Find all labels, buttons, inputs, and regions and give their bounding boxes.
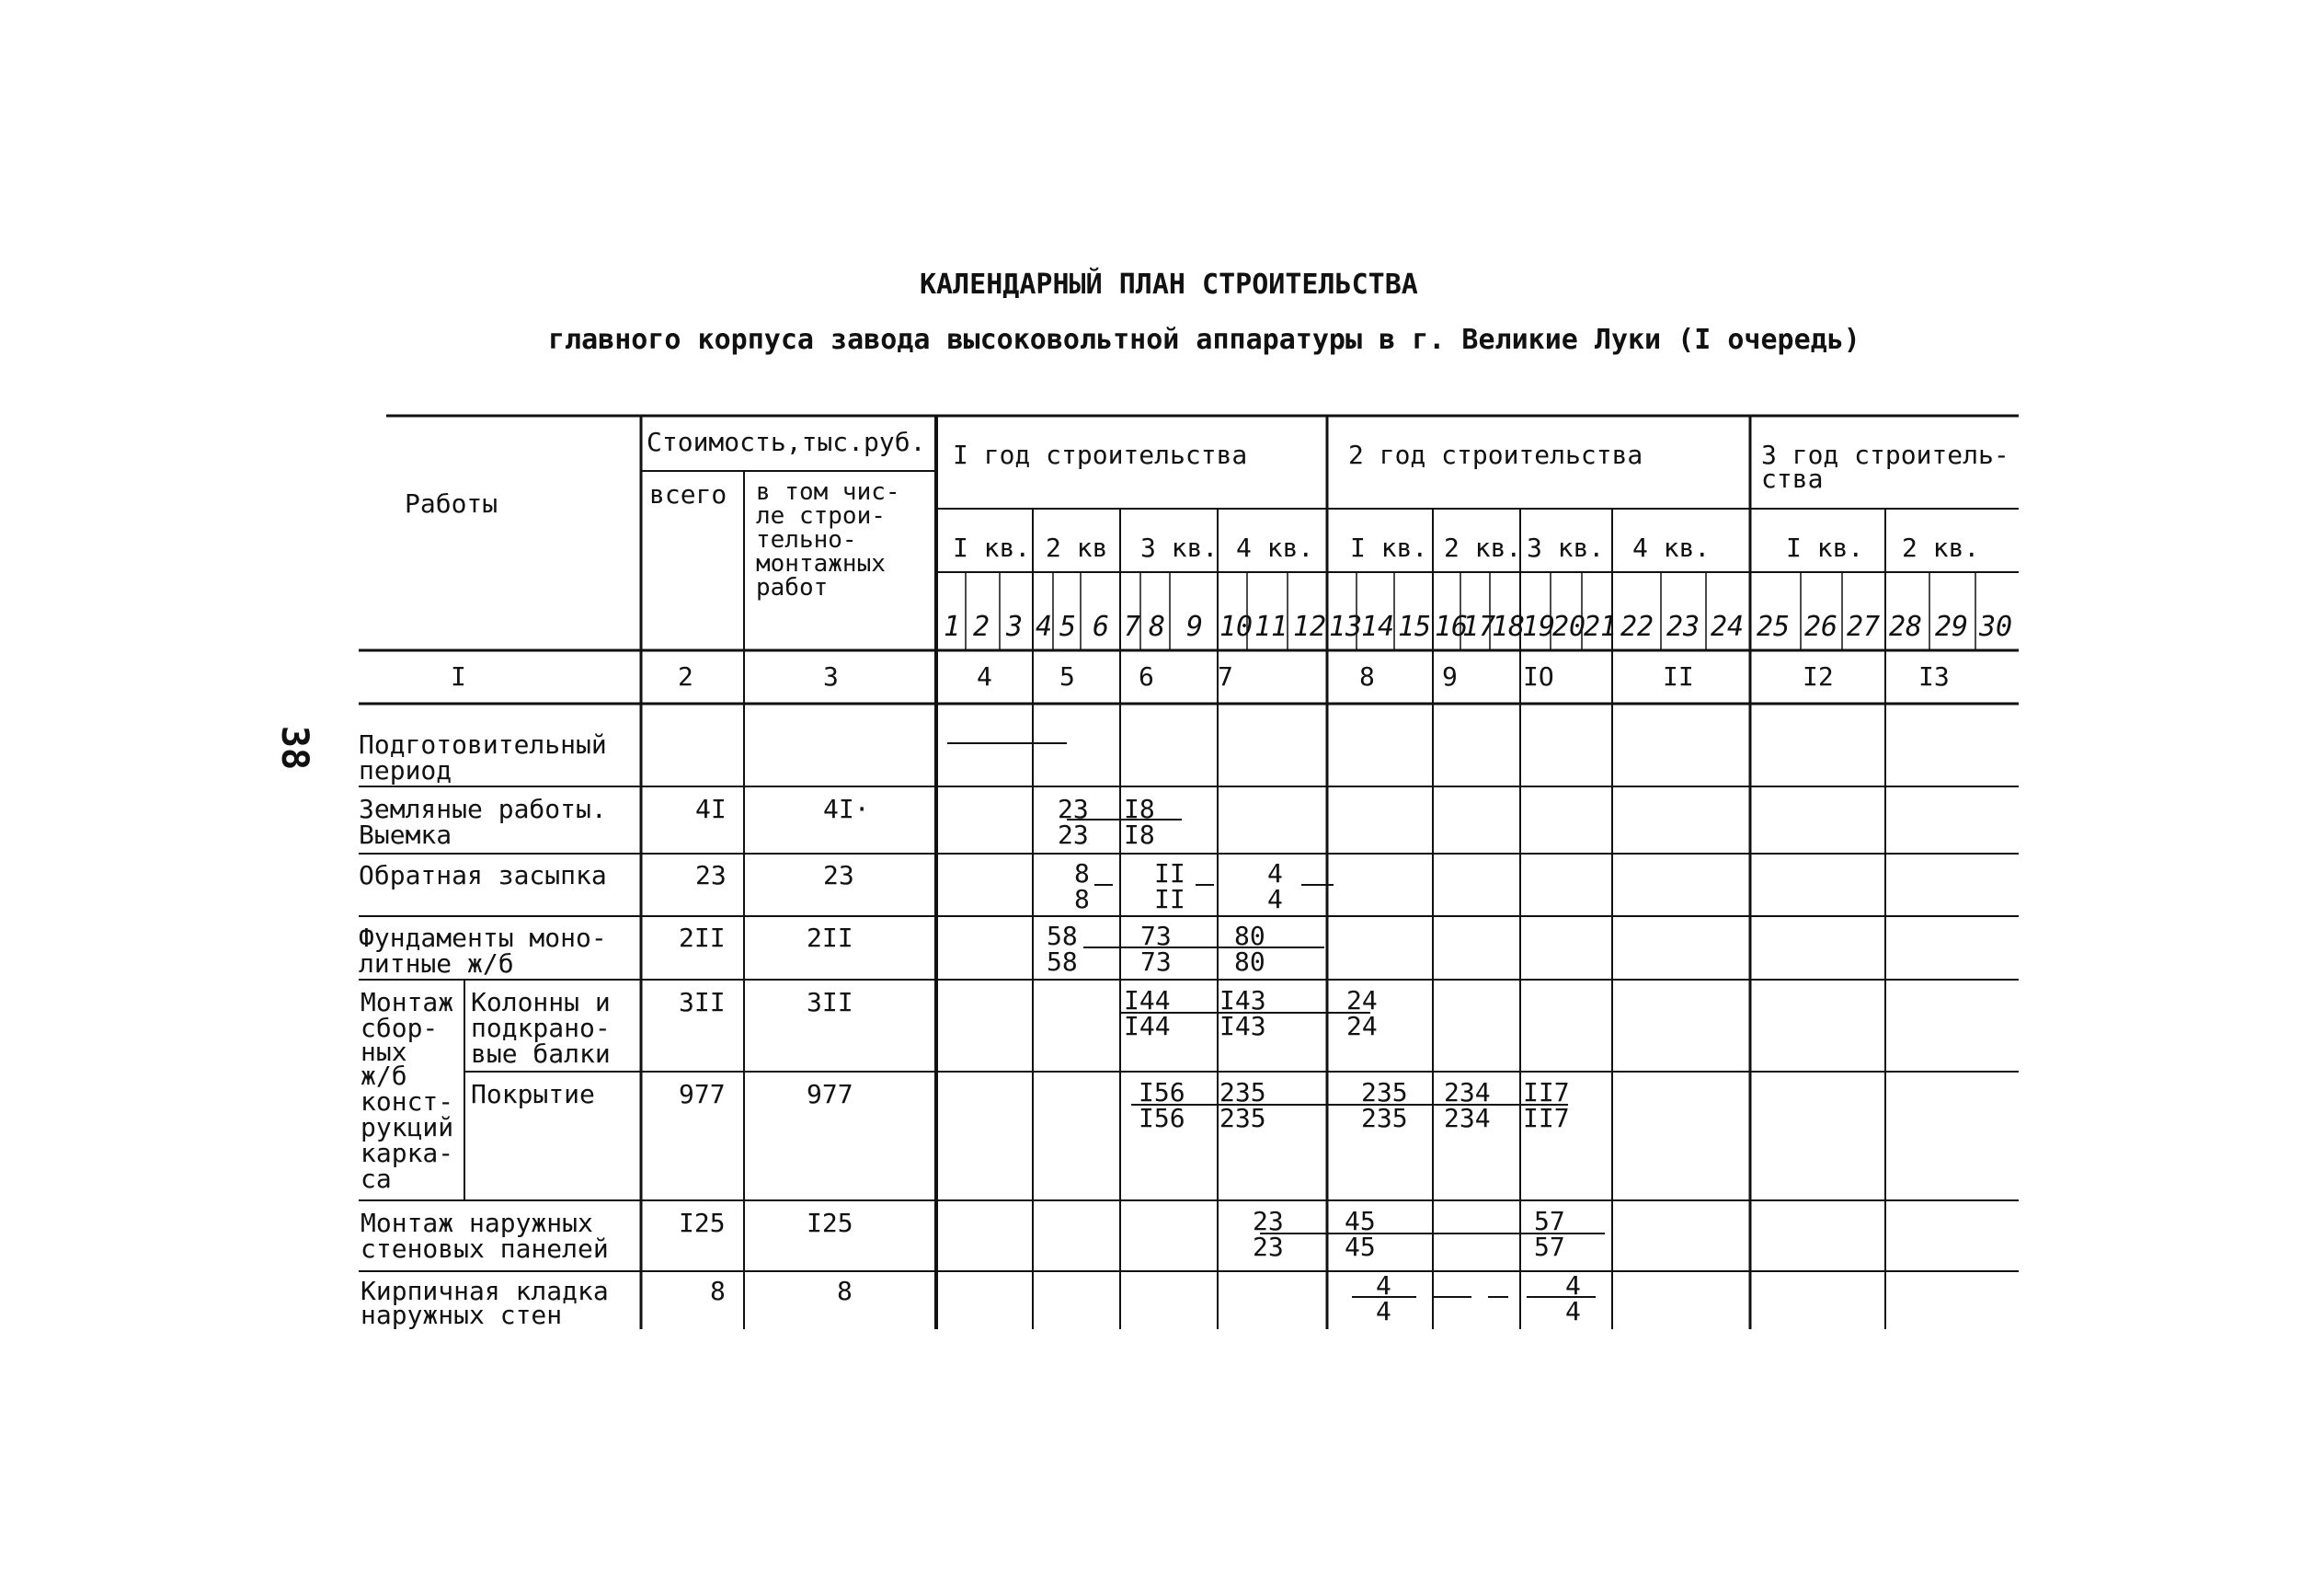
quarter-label: 2 кв. bbox=[1444, 533, 1522, 563]
quarter-label: 4 кв. bbox=[1632, 533, 1711, 563]
row-incl: 3II bbox=[807, 987, 853, 1017]
document-subtitle: главного корпуса завода высоковольтной аппаратуры в г. Великие Луки (I очередь) bbox=[548, 324, 1860, 356]
schedule-value: II II bbox=[1154, 858, 1185, 914]
row-label: подкрано- bbox=[471, 1013, 611, 1043]
month-number: 29 bbox=[1935, 611, 1969, 643]
header-cost: Стоимость,тыс.руб. bbox=[647, 427, 926, 457]
header-total: всего bbox=[649, 479, 727, 510]
row-total: 977 bbox=[679, 1079, 726, 1109]
month-number: 10 bbox=[1219, 611, 1254, 643]
schedule-value: 8 8 bbox=[1074, 858, 1090, 914]
row-incl: 23 bbox=[823, 860, 854, 890]
month-number: 5 bbox=[1059, 611, 1077, 643]
schedule-value: 23 23 bbox=[1253, 1206, 1284, 1262]
month-number: 14 bbox=[1361, 611, 1395, 643]
month-number: 25 bbox=[1757, 611, 1791, 643]
header-incl-line2: ле строи- bbox=[756, 502, 886, 530]
group-label: ных bbox=[361, 1037, 407, 1067]
month-number: 2 bbox=[973, 611, 990, 643]
month-number: 24 bbox=[1711, 611, 1745, 643]
month-number: 1 bbox=[944, 611, 961, 643]
schedule-value: 234 234 bbox=[1444, 1077, 1491, 1133]
month-number: 4 bbox=[1036, 611, 1053, 643]
month-number: 18 bbox=[1492, 611, 1526, 643]
row-incl: 8 bbox=[837, 1276, 853, 1306]
month-number: 3 bbox=[1006, 611, 1024, 643]
schedule-value: I8 I8 bbox=[1124, 794, 1155, 850]
month-number: 6 bbox=[1093, 611, 1110, 643]
quarter-label: I кв. bbox=[1350, 533, 1428, 563]
month-number: 9 bbox=[1186, 611, 1204, 643]
month-number: 15 bbox=[1398, 611, 1432, 643]
row-incl: 2II bbox=[807, 923, 853, 953]
month-number: 27 bbox=[1847, 611, 1881, 643]
row-total: 4I bbox=[695, 794, 727, 824]
month-number: 17 bbox=[1462, 611, 1496, 643]
row-label: наружных стен bbox=[361, 1300, 563, 1330]
schedule-value: 4 4 bbox=[1565, 1270, 1581, 1326]
month-number: 21 bbox=[1584, 611, 1618, 643]
month-number: 8 bbox=[1149, 611, 1166, 643]
schedule-value: I56 I56 bbox=[1139, 1077, 1185, 1133]
header-works: Работы bbox=[405, 488, 498, 519]
month-number: 22 bbox=[1620, 611, 1654, 643]
schedule-value: 57 57 bbox=[1534, 1206, 1565, 1262]
row-label: период bbox=[359, 755, 452, 786]
month-number: 20 bbox=[1552, 611, 1586, 643]
row-label: Фундаменты моно- bbox=[359, 923, 607, 953]
quarter-label: I кв. bbox=[1786, 533, 1864, 563]
header-incl-line1: в том чис- bbox=[756, 478, 900, 506]
schedule-value: 80 80 bbox=[1234, 921, 1265, 977]
header-incl-line4: монтажных bbox=[756, 550, 886, 578]
header-incl-line5: работ bbox=[756, 574, 829, 602]
quarter-label: 3 кв. bbox=[1140, 533, 1219, 563]
row-incl: 977 bbox=[807, 1079, 853, 1109]
column-number: 3 bbox=[823, 661, 839, 692]
group-label: са bbox=[361, 1164, 392, 1194]
group-label: рукций bbox=[361, 1112, 454, 1142]
column-number: I2 bbox=[1803, 661, 1834, 692]
row-label: Колонны и bbox=[471, 987, 611, 1017]
schedule-value: 235 235 bbox=[1219, 1077, 1266, 1133]
quarter-label: 2 кв bbox=[1046, 533, 1108, 563]
quarter-label: I кв. bbox=[953, 533, 1031, 563]
group-label: ж/б bbox=[361, 1061, 407, 1091]
month-number: 11 bbox=[1254, 611, 1288, 643]
schedule-value: I44 I44 bbox=[1124, 985, 1171, 1041]
column-number: I3 bbox=[1918, 661, 1950, 692]
header-year2: 2 год строительства bbox=[1348, 440, 1643, 470]
row-label: Выемка bbox=[359, 820, 452, 850]
quarter-label: 2 кв. bbox=[1902, 533, 1980, 563]
group-label: конст- bbox=[361, 1086, 454, 1117]
row-label: Покрытие bbox=[471, 1079, 595, 1109]
row-label: литные ж/б bbox=[359, 948, 514, 979]
month-number: 28 bbox=[1889, 611, 1923, 643]
quarter-label: 4 кв. bbox=[1236, 533, 1314, 563]
document-title: КАЛЕНДАРНЫЙ ПЛАН СТРОИТЕЛЬСТВА bbox=[920, 269, 1418, 301]
schedule-value: I43 I43 bbox=[1219, 985, 1266, 1041]
schedule-value: 45 45 bbox=[1345, 1206, 1376, 1262]
month-number: 12 bbox=[1293, 611, 1327, 643]
row-label: Земляные работы. bbox=[359, 794, 607, 824]
month-number: 16 bbox=[1435, 611, 1469, 643]
month-number: 13 bbox=[1329, 611, 1363, 643]
column-number: 5 bbox=[1059, 661, 1075, 692]
group-label: карка- bbox=[361, 1138, 454, 1168]
month-number: 30 bbox=[1979, 611, 2013, 643]
row-label: Кирпичная кладка bbox=[361, 1276, 609, 1306]
row-label: Обратная засыпка bbox=[359, 860, 607, 890]
month-number: 23 bbox=[1666, 611, 1700, 643]
schedule-value: 4 4 bbox=[1267, 858, 1283, 914]
row-label: Подготовительный bbox=[359, 729, 607, 760]
row-label: стеновых панелей bbox=[361, 1234, 609, 1264]
row-total: 23 bbox=[695, 860, 727, 890]
column-number: 9 bbox=[1442, 661, 1458, 692]
schedule-value: 73 73 bbox=[1140, 921, 1172, 977]
header-year1: I год строительства bbox=[953, 440, 1248, 470]
column-number: II bbox=[1663, 661, 1694, 692]
month-number: 26 bbox=[1804, 611, 1838, 643]
header-year3-line2: ства bbox=[1761, 464, 1824, 494]
month-number: 7 bbox=[1124, 611, 1141, 643]
row-total: 2II bbox=[679, 923, 726, 953]
header-year3-line1: 3 год строитель- bbox=[1761, 440, 2009, 470]
row-total: I25 bbox=[679, 1208, 726, 1238]
row-incl: 4I· bbox=[823, 794, 870, 824]
column-number: 8 bbox=[1359, 661, 1375, 692]
schedule-value: 4 4 bbox=[1376, 1270, 1391, 1326]
page-number: 38 bbox=[273, 725, 316, 771]
header-incl-line3: тельно- bbox=[756, 526, 857, 554]
column-number: I bbox=[451, 661, 466, 692]
column-number: 4 bbox=[977, 661, 992, 692]
schedule-value: 58 58 bbox=[1047, 921, 1078, 977]
group-label: сбор- bbox=[361, 1013, 439, 1043]
schedule-value: 23 23 bbox=[1058, 794, 1089, 850]
schedule-value: 235 235 bbox=[1361, 1077, 1408, 1133]
column-number: 2 bbox=[678, 661, 693, 692]
month-number: 19 bbox=[1522, 611, 1556, 643]
schedule-value: 24 24 bbox=[1346, 985, 1378, 1041]
row-total: 3II bbox=[679, 987, 726, 1017]
row-total: 8 bbox=[710, 1276, 726, 1306]
column-number: 7 bbox=[1218, 661, 1233, 692]
row-incl: I25 bbox=[807, 1208, 853, 1238]
column-number: IO bbox=[1523, 661, 1554, 692]
row-label: вые балки bbox=[471, 1038, 611, 1069]
group-label: Монтаж bbox=[361, 987, 454, 1017]
column-number: 6 bbox=[1139, 661, 1154, 692]
row-label: Монтаж наружных bbox=[361, 1208, 593, 1238]
quarter-label: 3 кв. bbox=[1527, 533, 1605, 563]
schedule-value: II7 II7 bbox=[1523, 1077, 1570, 1133]
